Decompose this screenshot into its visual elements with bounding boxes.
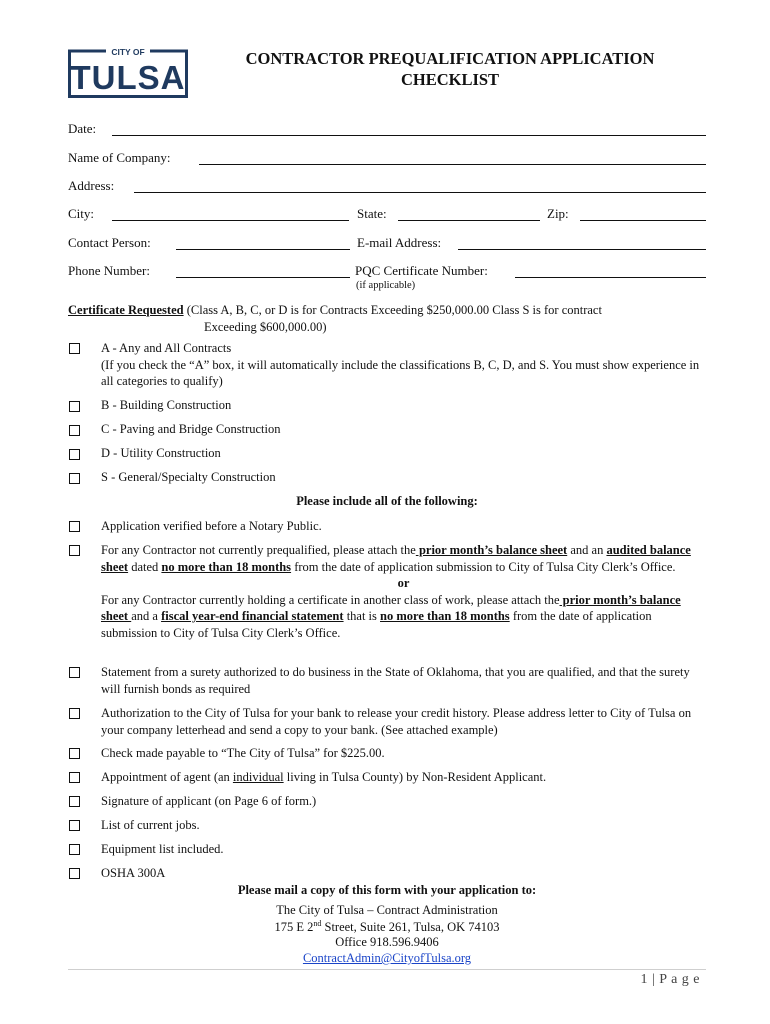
agent-appointment-item: Appointment of agent (an individual living in Tulsa County) by Non-Resident Applicant. [101,770,547,784]
page-number: 1 | P a g e [640,972,700,987]
pqc-note: (if applicable) [356,280,416,291]
zip-field[interactable] [580,220,706,221]
contact-label: Contact Person: [68,235,151,250]
signature-item: Signature of applicant (on Page 6 of form.) [101,794,317,808]
osha-item: OSHA 300A [101,866,166,880]
check-payment-checkbox[interactable] [69,748,80,759]
equipment-list-item: Equipment list included. [101,842,224,856]
mail-office-phone: Office 918.596.9406 [335,935,439,949]
pqc-label: PQC Certificate Number: [355,263,488,278]
mail-email-wrap [68,951,706,966]
company-label: Name of Company: [68,150,171,165]
notary-checkbox[interactable] [69,521,80,532]
city-field[interactable] [112,220,349,221]
class-d-option: D - Utility Construction [101,446,221,460]
check-payment-item: Check made payable to “The City of Tulsa” for $225.00. [101,746,385,760]
zip-label: Zip: [547,206,569,221]
date-field[interactable] [112,135,706,136]
date-label: Date: [68,121,97,136]
surety-checkbox[interactable] [69,667,80,678]
class-c-checkbox[interactable] [69,425,80,436]
mail-org: The City of Tulsa – Contract Administration [276,903,498,917]
class-c-option: C - Paving and Bridge Construction [101,422,281,436]
phone-label: Phone Number: [68,263,150,278]
footer-divider [68,969,706,970]
page-title-line1: CONTRACTOR PREQUALIFICATION APPLICATION [245,49,655,68]
osha-checkbox[interactable] [69,868,80,879]
notary-item: Application verified before a Notary Public. [101,519,322,533]
current-jobs-checkbox[interactable] [69,820,80,831]
state-field[interactable] [398,220,540,221]
current-jobs-item: List of current jobs. [101,818,200,832]
certificate-description: Certificate Requested (Class A, B, C, or D is for Contracts Exceeding $250,000.00 Class S is for contract [68,303,602,317]
agent-appointment-checkbox[interactable] [69,772,80,783]
balance-sheet-checkbox[interactable] [69,545,80,556]
certificate-heading: Certificate Requested [68,303,184,317]
phone-field[interactable] [176,277,350,278]
class-s-option: S - General/Specialty Construction [101,470,276,484]
include-heading: Please include all of the following: [296,494,478,508]
contract-admin-email-link[interactable]: ContractAdmin@CityofTulsa.org [302,951,472,965]
mail-address: 175 E 2nd Street, Suite 261, Tulsa, OK 74103 [274,919,500,935]
state-label: State: [357,206,387,221]
address-label: Address: [68,178,115,193]
city-of-tulsa-logo [68,46,188,98]
email-label: E-mail Address: [357,235,442,250]
class-b-checkbox[interactable] [69,401,80,412]
address-field[interactable] [134,192,706,193]
contact-field[interactable] [176,249,350,250]
equipment-list-checkbox[interactable] [69,844,80,855]
signature-checkbox[interactable] [69,796,80,807]
class-s-checkbox[interactable] [69,473,80,484]
or-separator: or [397,576,410,590]
balance-sheet-item: For any Contractor not currently prequalified, please attach the prior month’s balance sheet and an audited balance sheet dated no more than 18 months from the date of application submission to City of Tulsa City Clerk’s Office. or For any Contractor currently holding a certificate in another class of work, please attach the prior month’s balance sheet and a fiscal year-end financial statement that is no more than 18 months from the date of application submission to City of Tulsa City Clerk’s Office. [101,542,706,641]
company-field[interactable] [199,164,706,165]
svg-text:CITY OF: CITY OF [111,47,145,57]
certificate-description-2: Exceeding $600,000.00) [204,320,327,334]
city-label: City: [68,206,95,221]
class-a-checkbox[interactable] [69,343,80,354]
mail-heading: Please mail a copy of this form with your application to: [237,883,537,897]
pqc-field[interactable] [515,277,706,278]
bank-authorization-checkbox[interactable] [69,708,80,719]
page-title-line2: CHECKLIST [400,70,500,89]
surety-item: Statement from a surety authorized to do business in the State of Oklahoma, that you are qualified, and that the surety will furnish bonds as required [101,665,690,696]
class-b-option: B - Building Construction [101,398,232,412]
svg-text:TULSA: TULSA [70,59,186,96]
bank-authorization-item: Authorization to the City of Tulsa for your bank to release your credit history. Please address letter to City of Tulsa on your company letterhead and send a copy to your bank. (See attached example) [101,706,692,737]
class-d-checkbox[interactable] [69,449,80,460]
class-a-option: A - Any and All Contracts (If you check the “A” box, it will automatically include the classifications B, C, D, and S. You must show experience in all categories to qualify) [101,341,700,388]
email-field[interactable] [458,249,706,250]
